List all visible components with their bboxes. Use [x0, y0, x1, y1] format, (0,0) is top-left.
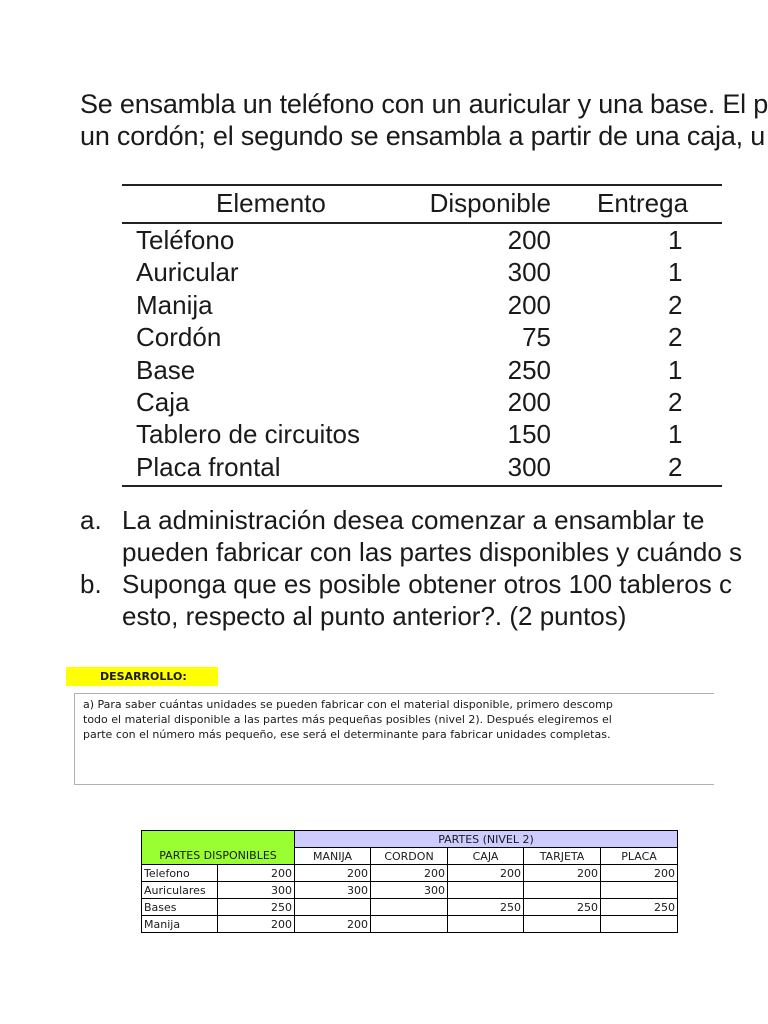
cell-elemento: Base: [136, 354, 196, 385]
answer-text-box[interactable]: [74, 693, 714, 785]
table-row: [122, 451, 722, 483]
quantity-cell[interactable]: 200: [218, 865, 295, 882]
part-cell[interactable]: 300: [295, 882, 371, 899]
cell-elemento: Caja: [136, 386, 190, 417]
table-row: [142, 882, 678, 899]
part-cell[interactable]: 250: [601, 899, 678, 916]
cell-elemento: Cordón: [136, 322, 222, 353]
cell-entrega: 1: [668, 419, 683, 450]
part-cell[interactable]: [295, 899, 371, 916]
cell-disponible: 200: [507, 225, 551, 255]
column-header-cell[interactable]: MANIJA: [295, 848, 371, 865]
part-cell[interactable]: 200: [448, 865, 524, 882]
cell-elemento: Teléfono: [136, 225, 235, 255]
quantity-cell[interactable]: 300: [218, 882, 295, 899]
cell-elemento: Auricular: [136, 257, 239, 288]
part-cell[interactable]: 200: [371, 865, 448, 882]
table-row: [122, 354, 722, 386]
table-row: [122, 386, 722, 418]
desarrollo-label: DESARROLLO:: [66, 667, 218, 686]
questions-list: [80, 504, 742, 632]
cell-entrega: 2: [668, 386, 683, 417]
intro-line-1: Se ensambla un teléfono con un auricular y una base. El p: [80, 89, 768, 119]
answer-line-1: a) Para saber cuántas unidades se pueden fabricar con el material disponible, primero descomp: [83, 698, 613, 711]
question-line: La administración desea comenzar a ensamblar te: [122, 505, 705, 535]
elements-table-body: [122, 224, 722, 483]
answer-line-3: parte con el número más pequeño, ese será el determinante para fabricar unidades completas.: [83, 728, 611, 741]
table-row: [122, 224, 722, 256]
row-label-cell[interactable]: Manija: [142, 916, 218, 933]
row-label-cell[interactable]: Auriculares: [142, 882, 218, 899]
part-cell[interactable]: [524, 916, 601, 933]
part-cell[interactable]: 200: [295, 916, 371, 933]
row-label-cell[interactable]: Bases: [142, 899, 218, 916]
question-a: [80, 504, 742, 536]
question-line: esto, respecto al punto anterior?. (2 puntos): [122, 601, 627, 631]
cell-entrega: 1: [668, 257, 683, 288]
table-row: [142, 916, 678, 933]
quantity-cell[interactable]: 200: [218, 916, 295, 933]
cell-disponible: 200: [507, 289, 551, 320]
question-line: pueden fabricar con las partes disponibles y cuándo s: [122, 537, 743, 567]
cell-disponible: 200: [507, 386, 551, 417]
column-header-cell[interactable]: CORDON: [371, 848, 448, 865]
intro-line-2: un cordón; el segundo se ensambla a partir de una caja, u: [80, 121, 766, 151]
cell-elemento: Manija: [136, 289, 213, 320]
cell-disponible: 150: [507, 419, 551, 450]
question-letter: a.: [80, 505, 102, 535]
cell-entrega: 1: [668, 354, 683, 385]
column-header-cell[interactable]: TARJETA: [524, 848, 601, 865]
cell-disponible: 75: [522, 322, 551, 353]
part-cell[interactable]: [448, 882, 524, 899]
part-cell[interactable]: [371, 899, 448, 916]
table-row: [122, 418, 722, 450]
header-elemento: Elemento: [216, 188, 326, 218]
cell-entrega: 2: [668, 322, 683, 353]
question-letter: b.: [80, 569, 102, 599]
part-cell[interactable]: [371, 916, 448, 933]
part-cell[interactable]: 200: [524, 865, 601, 882]
cell-entrega: 2: [668, 289, 683, 320]
spreadsheet-body: [142, 865, 678, 933]
part-cell[interactable]: [448, 916, 524, 933]
part-cell[interactable]: 250: [448, 899, 524, 916]
elements-table: [122, 184, 722, 487]
question-b: [80, 568, 742, 600]
table-row: [122, 321, 722, 353]
table-row: [122, 289, 722, 321]
cell-entrega: 2: [668, 451, 683, 482]
cell-disponible: 250: [507, 354, 551, 385]
header-entrega: Entrega: [597, 188, 689, 218]
part-cell[interactable]: 250: [524, 899, 601, 916]
table-row: [122, 256, 722, 288]
cell-disponible: 300: [507, 257, 551, 288]
answer-line-2: todo el material disponible a las partes más pequeñas posibles (nivel 2). Después elegiremos el: [83, 713, 612, 726]
partes-nivel-2-header[interactable]: PARTES (NIVEL 2): [295, 831, 678, 848]
question-line: Suponga que es posible obtener otros 100 tableros c: [122, 569, 732, 599]
quantity-cell[interactable]: 250: [218, 899, 295, 916]
cell-elemento: Placa frontal: [136, 451, 281, 482]
column-header-cell[interactable]: CAJA: [448, 848, 524, 865]
part-cell[interactable]: [601, 882, 678, 899]
cell-entrega: 1: [668, 225, 683, 255]
header-disponible: Disponible: [429, 188, 551, 218]
column-header-cell[interactable]: PLACA: [601, 848, 678, 865]
table-bottom-rule: [122, 485, 722, 487]
part-cell[interactable]: 200: [295, 865, 371, 882]
problem-statement: [80, 88, 768, 152]
part-cell[interactable]: 200: [601, 865, 678, 882]
cell-elemento: Tablero de circuitos: [136, 419, 360, 450]
table-row: [142, 865, 678, 882]
partes-disponibles-header[interactable]: PARTES DISPONIBLES: [142, 831, 295, 865]
part-cell[interactable]: [524, 882, 601, 899]
parts-spreadsheet: [141, 830, 678, 933]
table-row: [142, 899, 678, 916]
part-cell[interactable]: 300: [371, 882, 448, 899]
cell-disponible: 300: [507, 451, 551, 482]
part-cell[interactable]: [601, 916, 678, 933]
row-label-cell[interactable]: Telefono: [142, 865, 218, 882]
elements-table-header: [122, 186, 722, 220]
